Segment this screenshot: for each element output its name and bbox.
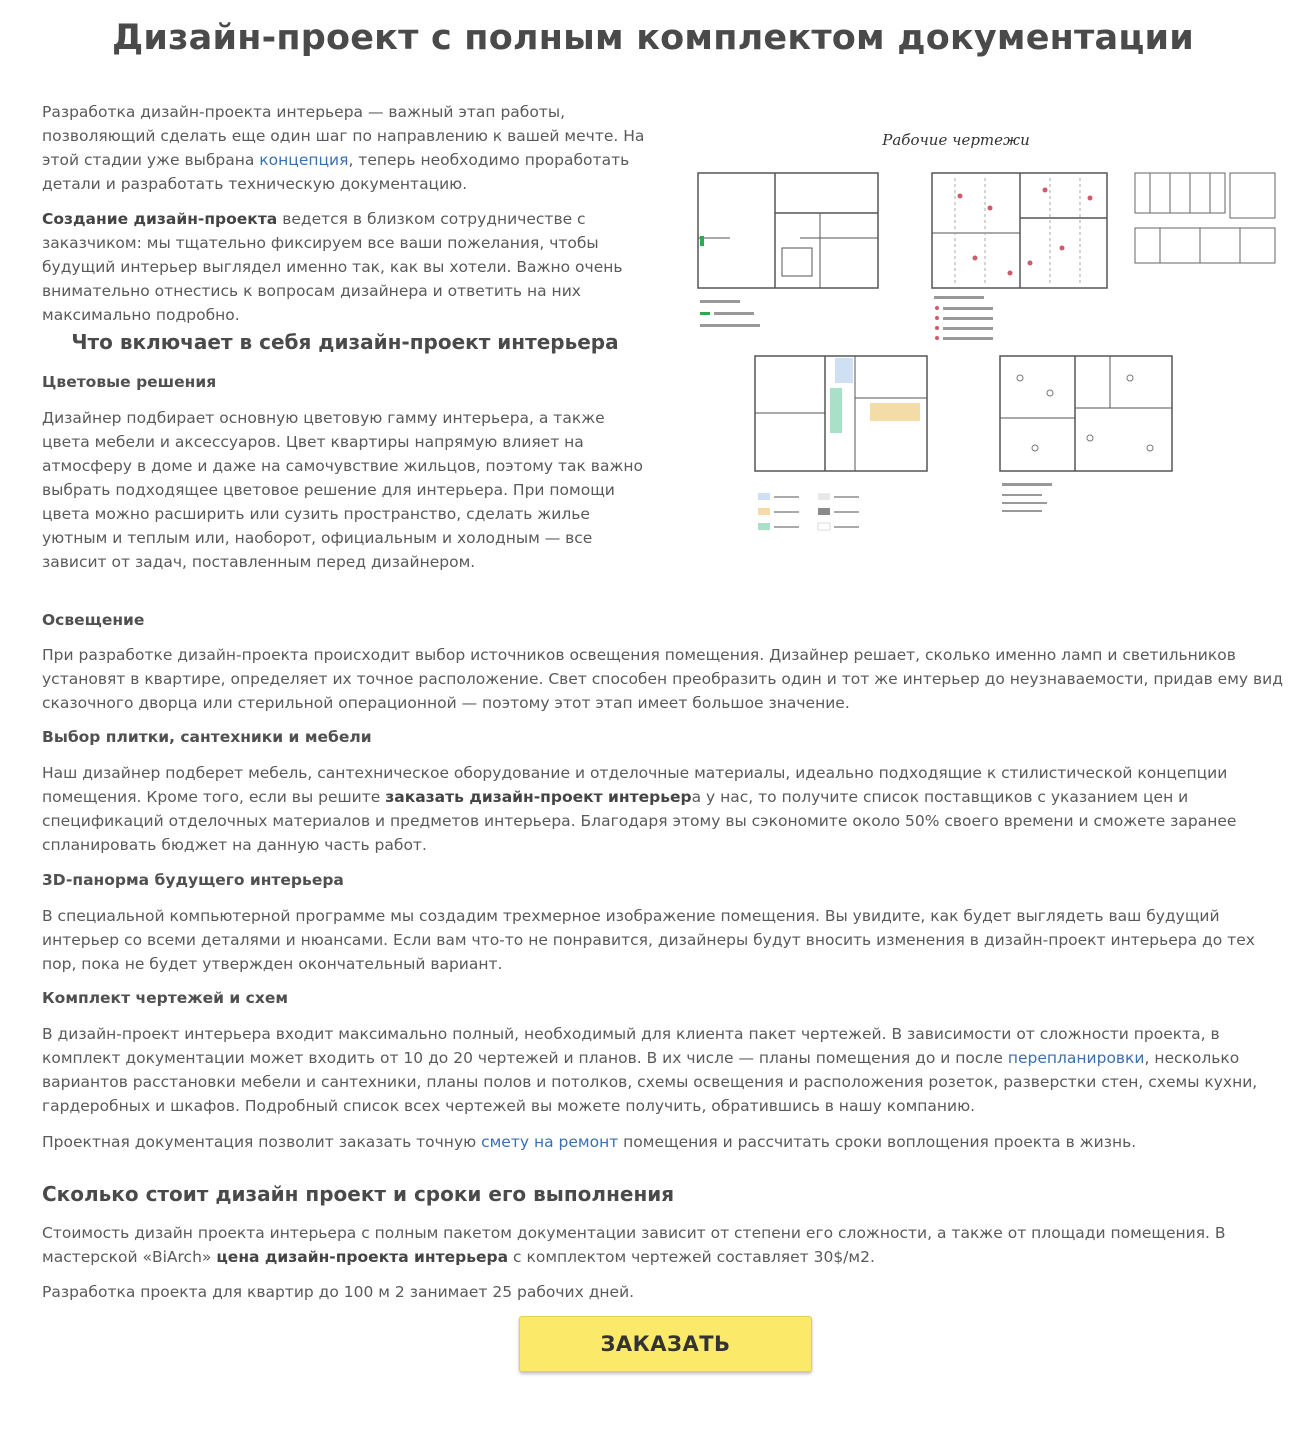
- concept-link[interactable]: концепция: [259, 151, 349, 169]
- plan-2-legend: [934, 296, 993, 340]
- plan-3-legend: [758, 493, 859, 530]
- tiles-text-a: Наш дизайнер подберет мебель, сантехническое оборудование и отделочные материалы, идеально подходящие к стилистической концепции помещения. Кроме того, если вы решите: [42, 764, 1228, 806]
- floor-plan-1: [698, 173, 878, 288]
- repair-estimate-link[interactable]: смету на ремонт: [481, 1133, 619, 1151]
- order-button[interactable]: ЗАКАЗАТЬ: [519, 1316, 812, 1372]
- intro-text: ведется в близком сотрудничестве с заказчиком: мы тщательно фиксируем все ваши пожелания, чтобы будущий интерьер выглядел именно так, как вы хотели. Важно очень внимательно отнестись к вопросам дизайнера и ответить на них максимально подробно.: [42, 210, 623, 324]
- panorama-title: 3D-панорма будущего интерьера: [42, 871, 344, 889]
- plan-4-sockets: [1017, 375, 1153, 451]
- color-text: Дизайнер подбирает основную цветовую гамму интерьера, а также цвета мебели и аксессуаров. Цвет квартиры напрямую влияет на атмосферу в доме и даже на самочувствие жильцов, поэтому так важно выбрать подходящее цветовое решение для интерьера. При помощи цвета можно расширить или сузить пространство, сделать жилье уютным и теплым или, наоборот, официальным и холодным — все зависит от задач, поставленным перед дизайнером.: [42, 409, 644, 571]
- drawings-text-a: В дизайн-проект интерьера входит максимально полный, необходимый для клиента пакет чертежей. В зависимости от сложности проекта, в комплект документации может входить от 10 до 20 чертежей и планов. В их числе — планы помещения до и после: [42, 1025, 1220, 1067]
- tiles-text-b: а у нас, то получите список поставщиков с указанием цен и спецификаций отделочных материалов и предметов интерьера. Благодаря этому вы сэкономите около 50% своего времени и сможете заранее спланировать бюджет на данную часть работ.: [42, 788, 1237, 854]
- tile-zone-blue: [835, 358, 853, 383]
- tiles-text: [42, 761, 1290, 857]
- panorama-text: В специальной компьютерной программе мы создадим трехмерное изображение помещения. Вы увидите, как будет выглядеть ваш будущий интерьер со всеми деталями и нюансами. Если вам что-то не понравится, дизайнеры будут вносить изменения в дизайн-проект интерьера до тех пор, пока не будет утвержден окончательный вариант.: [42, 907, 1255, 973]
- plan-1-legend: [700, 300, 760, 327]
- intro-paragraph-2: [42, 207, 654, 327]
- doc-text-b: помещения и рассчитать сроки воплощения проекта в жизнь.: [618, 1133, 1137, 1151]
- cost-text-b: с комплектом чертежей составляет 30$/м2.: [508, 1248, 875, 1266]
- wall-elevation: [1135, 173, 1275, 263]
- tiles-bold: заказать дизайн-проект интерьер: [385, 788, 692, 806]
- light-text: При разработке дизайн-проекта происходит выбор источников освещения помещения. Дизайнер решает, сколько именно ламп и светильников установят в квартире, определяет их точное расположение. Свет способен преобразить один и тот же интерьер до неузнаваемости, придав ему вид сказочного дворца или стерильной операционной — поэтому этот этап имеет большое значение.: [42, 646, 1283, 712]
- floor-plan-4: [1000, 356, 1172, 471]
- plan-2-lights: [958, 188, 1093, 276]
- intro-text: , теперь необходимо проработать детали и разработать техническую документацию.: [42, 151, 630, 193]
- tiles-title: Выбор плитки, сантехники и мебели: [42, 728, 372, 746]
- cost-bold: цена дизайн-проекта интерьера: [216, 1248, 509, 1266]
- intro-text: Разработка дизайн-проекта интерьера — важный этап работы, позволяющий сделать еще один шаг по направлению к вашей мечте. На этой стадии уже выбрана: [42, 103, 645, 169]
- page-title: Дизайн-проект с полным комплектом документации: [112, 18, 1194, 58]
- doc-text-a: Проектная документация позволит заказать точную: [42, 1133, 482, 1151]
- figure-caption: Рабочие чертежи: [882, 131, 1030, 149]
- tile-zone-yellow: [870, 403, 920, 421]
- floor-plan-2: [932, 173, 1107, 288]
- documentation-text: [42, 1130, 1287, 1154]
- color-title: Цветовые решения: [42, 373, 217, 391]
- working-drawings-image: [690, 118, 1286, 558]
- cost-paragraph-2: Разработка проекта для квартир до 100 м 2 занимает 25 рабочих дней.: [42, 1283, 635, 1301]
- drawings-text-b: , несколько вариантов расстановки мебели и сантехники, планы полов и потолков, схемы освещения и расположения розеток, разверстки стен, схемы кухни, гардеробных и шкафов. Подробный список всех чертежей вы можете получить, обратившись в нашу компанию.: [42, 1049, 1258, 1115]
- cost-text-a: Стоимость дизайн проекта интерьера с полным пакетом документации зависит от степени его сложности, а также от площади помещения. В мастерской «BiArch»: [42, 1224, 1226, 1266]
- light-title: Освещение: [42, 611, 145, 629]
- drawings-title: Комплект чертежей и схем: [42, 989, 289, 1007]
- drawings-text: [42, 1022, 1287, 1118]
- cost-paragraph-1: [42, 1221, 1287, 1269]
- includes-heading: Что включает в себя дизайн-проект интерьера: [71, 330, 619, 354]
- replanning-link[interactable]: перепланировки: [1007, 1049, 1145, 1067]
- intro-paragraph-1: [42, 100, 652, 196]
- cost-heading: Сколько стоит дизайн проект и сроки его выполнения: [42, 1182, 675, 1206]
- tile-zone-green: [830, 388, 842, 433]
- intro-bold: Создание дизайн-проекта: [42, 210, 278, 228]
- plan-4-legend: [1002, 483, 1052, 512]
- floor-plans-illustration: [690, 118, 1286, 558]
